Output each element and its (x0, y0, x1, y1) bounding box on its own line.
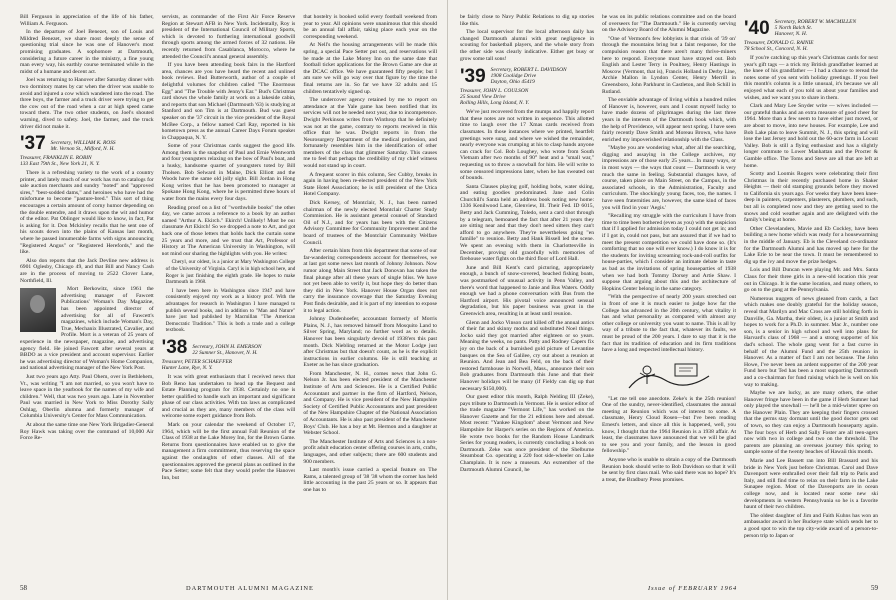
paragraph: At about the same time one New York Brigadier-General Roy Hawk was taking over the command of 10,000 Air Force Re- (20, 422, 154, 442)
quoted-paragraph: I have been here in Washington since 1947 and have consistently enjoyed my work as a history prof. With the advantages for research in Washington I have managed to publish several books, and in addition to "Man and Nature" have just had published by Macmillan "The American Democratic Tradition." This is both a trade and a college textbook. (165, 287, 296, 334)
class-secretary-city: Dayton, Ohio 45419 (490, 79, 535, 86)
class-heading (161, 336, 296, 358)
paragraph: It was with great enthusiasm that I received news that Bob Reno has undertaken to head up the Bequest and Estate Planning program for 1938. Certainly no one is better qualified to handle such an important and significant phase of our class activities. With tax laws as complicated and crucial as they are, many members of the class will welcome some expert guidance from Bob. (161, 373, 296, 420)
running-footer: DARTMOUTH ALUMNI MAGAZINE (186, 585, 314, 592)
paragraph: Glenn and Jocko Vinson card killed off the annual antics of their fat and skinny moths and substituted Noel things. Jocko said they got married after eighteen or so years. Meaning the weeks, no pants. Patty and Rodney Capers fix joy on the back of a burnished gold picture of Levantine basques on the Sea of Galilee, cry out about a reunion at Reunion. And Jean and Bea Feld, on the back of their restored farmhouse in Norwell, Mass., announce their son Bob graduates from Dartmouth this June and that their Hanover holidays will be many (if Fieldy can dig up that necessary $150,000). (460, 319, 594, 392)
paragraph: he was on its public relations committee and on the board of overseers for "The Dartmouth." He is currently serving on the Advisory Board of the Alumni Magazine. (602, 14, 736, 34)
paragraph: Last month's issue carried a special feature on The Rams, a talented group of '38 '38 whom the corner has held little accounting in the past 25 years or so. It appears that one has to (303, 467, 438, 493)
paragraph: A frequent scorer in this column, Sec Cubby, breaks in again in having been re-elected president of the New York State Hotel Association; he is still president of the Utica Hotel Company. (303, 171, 438, 198)
class-secretary-address: 5 North Balch St. (774, 25, 813, 31)
right-page (448, 0, 896, 600)
paragraph: Marie and Lee Bassett ran into Bill Brassard and his bride in New York just before Christmas. Carol and Dave Davenport were enthralled over their fall trip to Paris and Italy, and still find time to relax on their farm in the Lake Sunapee region. Most of the Davenports are in ocean college now, and is located near some new ski developments in western Pennsylvania so he is a favorite haunt of their two children. (744, 458, 878, 511)
paragraph: Our guest editor this month, Ralph Nelding III (Zeke), pays tribute to Dartmouth in Vermont. He is senior editor of the trade magazine "Vermont Life," has worked on the Hanover Gazette and for the 21 editions here and abroad. Most recent: "Yankee Kingdom" about Vermont and New Hampshire for Harper's series on the Regions of America. He wrote two books for the Random House Landmark Series for young readers, is currently concluding a book on Dartmouth. Zeke was once president of the Shelburne Steamboat Co. operating a 220 foot side-wheeler on Lake Champlain. It is now a museum. An exmember of the Dartmouth Alumni Council, he (460, 394, 594, 473)
paragraph: that hostelry is booked solid every football weekend from year to year. All opinions were unanimous that this should be an annual fall affair, taking place each year on the corresponding weekend. (303, 14, 438, 40)
paragraph: There is a refreshing variety to the work of a country printer, and lately much of our work has run to catalogs for sale auction merchants and sundry "noted" and "approved sires," "best-sodded dams," and heroines who have had the misfortune to become "pasture-bred." This sort of thing encourages a certain amount of corny humor depending on the double entendre, and it draws upon the wit and humor of the editor. Pat Oblinger would like to know, in fact, Pat is asking for it. Don Mckinley recalls that he sent one of his scouts down into the plains of Kansas last month, where he passed innumerable farms with signs announcing "Registered Angus" or "Registered Herefords," and the like. (20, 170, 154, 256)
paragraph: Some of your Christmas cards suggest the good life. Among them is the snapshot of Paul and Ernie Wentworth and four youngsters relaxing on the bow of Paul's boat, and a husky, handsome quartet of youngsters toted by Bill Tholsen. Bob Selward in Maine, Dick Elliott and the Woods have the same old jolly sight. Bill Jordan in Hong Kong writes that he has been promoted to manager at Spokane Hong Kong, where he is permitted three hours of water from the mains every four days. (161, 143, 296, 203)
paragraph: Mort Berkowitz, since 1961 the advertising manager of Fawcett Publications' Woman's Day Magazine, has been appointed director of advertising for all of Fawcett's magazines, which include Woman's Day, True, Mechanix Illustrated, Cavalier, and Profile. Mort is a veteran of 25 years of experience in the newspaper, magazine, and advertising agency field. He joined Fawcett after several years at BBDO as a vice president and account supervisor. Earlier he was advertising director of Woman's Home Companion, and national advertising manager of the New York Post. (20, 286, 154, 372)
class-secretary-city: Hanover, N. H. (774, 31, 808, 37)
paragraph: If you have been attending book fairs in the Hartford area, chances are you have heard the recent and unlined book reviews. Bud Butterworth, author of a couple of delightful volumes for children called "The Enormous Egg" and "The Trouble with Jenny's Ear." Bud's Christmas card shows the whole family at work on a lakeside cabin, and reports that son Michael (Dartmouth '63) is studying at Stanford and son Tim is at Dartmouth. Bud was guest speaker on the '37 circuit in the vice president of the Royal McBee Corp., a fellow named Carl Ray, reported in his hometown press as the annual Career Days Forum speaker in Chappaqua, N. Y. (161, 62, 296, 141)
class-secretary-address: 1908 Coolidge Drive (490, 73, 537, 80)
paragraph: Clark and Mary Lee Snyder write — wives included — our grateful thanks and an extra measure of good cheer for 1964. More than a few seem to have either just moved, or are about to move, into new houses. For example, Lee and Bob Lake plan to leave Summit, N. J., this spring and will lose the last Jersey and hold out the 60-acre farm in Locust Valley. Bob is still a flying enthusiast and has a slightly longer commute to Lower Manhattan and the Procter & Gamble office. The Toms and Steve are all that are left at home. (744, 103, 878, 169)
paragraph: Johnny Dudenhoefer, accountant formerly of Morris Plains, N. J., has removed himself from Mosquito Land to Silver Spring, Maryland; no further word as to details. Hanover has been singularly devoid of 1938'ers this past month. Dick Niebling returned at the Motor Lodge just after Christmas but that doesn't count, as he is the explicit instructions in earlier columns. He is still teaching at Exeter as he has since graduation. (303, 316, 438, 369)
paragraph: The undercover agency retained by me to report on attendance at the Yale game has been notified that its services will not be needed next year, due to incompetence. Dwight Perkinson writes from Winthrop that he definitely was not at the game, contrary to reports received in this office that he was. Dwight reports in from the Neurosurgery Department of the medical profession, and fortunately resembles him in the identification of other members of the class that glimmer Saturday. This causes me to feel that perhaps the credibility of my chief witness would not stand up in court. (303, 97, 438, 170)
class-heading (744, 19, 878, 37)
paragraph: "Let me tell one anecdote. Zeke's is the 25th reunion! One of the sundry, never-identified, classmates the annual meeting at Reunion which was of interest to some. A classmate, Henry Cloud Rosen—but I've been reading Ernest's letters, and since all this is happened, well, you know, I thought that the 1964 Reunion is a 1938 affair. At least, the classmates have announced that we will be glad to see you and your family, and the lesson in good fellowship." (602, 395, 736, 455)
paragraph: We've just recovered from the mumps and happily report that these notes are not written in sequence. This allotted time to laugh over the 17 Xmas cards received from classmates. In those instances where we printed, heartfelt greetings were sung, and where we wished the remainder, nearly everyone was crumping at his to clasp hands anyone can crack for Col. Bob Loughey, who wrote from South Vietnam after two months of 90° heat and a "small war," requesting us to throw a snowball for him. He will write to some censored impressions later, when he has sweated out of bounds. (460, 109, 594, 182)
paragraph: The local supervisor for the local afternoon daily has changed Dartmouth alumni with great negligence in scouting for basketball players, and the whole story from the other side was clearly indicative. Either get busy or grow some tall sons! (460, 29, 594, 62)
class-treasurer: Treasurer, PETER SCHAEFFER (161, 358, 233, 365)
paragraph: Maybe we are lucky, as are many others, the other Hanover fringe have been in the game if Herb Sumner had only played the snowball — he'll be a mid-winter spree on the Hanover Plain. They are keeping their fingers crossed that the germs stay dormant until the good doctor gets out of town, so they can enjoy a Dartmouth houseparty again. The four boys of Herb and Sally Foster are all teen-agers now with two in college and two on the threshold. The parents are planning an overseas journey this spring to sample some of the twenty beaches of Hawaii this month. (744, 390, 878, 456)
paragraph: "One of Vermont's few lobbyists is that crisis of '39 on' through the mountains bring but a faint response, for the compulsion reason that there aren't many thrive-miners here to respond. Everyone must have strayed out. Bob English and Lester Terry in Poultney, Henry Hastings in Moscow (Vermont, that is), Francis Holland in Derby Line, Archie Mallon in Lyndon Center, Henry Merrill in Greensboro, John Parkhurst in Castleton, and Bob Schill in Rutland. (602, 35, 736, 95)
paragraph: Joel was returning to Hanover after Saturday dinner with two dormitory mates by car when the driver was unable to avoid and injured a cow which wandered into the road. The three boys, the farmer and a truck driver were trying to get the cow out of the road when a car at high speed came toward them. The two other students, on Joel's shouted warning, dived to safety. Joel, the farmer, and the truck driver did not make it. (20, 77, 154, 130)
class-year: '37 (20, 133, 46, 155)
right-column-3 (744, 14, 878, 562)
paragraph: Mark on your calendar the weekend of October 17, 1964, which will be the first annual Fall Reunion of the Class of 1938 at the Lake Morey Inn, for the Brown Game. Returns from questionnaires have enabled us to give the management a firm commitment, thus reserving the space against the onslaughts of other classes. All of the questionnaires approved the general plans as outlined in the Pace Setter; some felt that they would prefer the Hanover Inn, but (161, 422, 296, 481)
paragraph: If you're catching up this year's Christmas cards for next year's gift tags — a trick my British grandfather learned at the knee of his grandfather — I had a chance to reread the notes some of you sent with holiday greetings. If you feel this month's column is a little unusual, it's because we all enjoyed what each of you told us about your families and wishes, and we want you to share in them. (744, 55, 878, 101)
class-treasurer-address: Hunter Lane, Rye, N. Y. (161, 364, 213, 371)
paragraph: Dick Kersey, of Montclair, N. J., has been named chairman of the newly elected Montclair Charter Study Commission. He is assistant general counsel of Standard Oil of N.J., and for years has been with the Citizens Advisory Committee for Community Improvement and the board of trustees of the Montclair Community Welfare Council. (303, 200, 438, 246)
left-column-1 (20, 14, 154, 562)
paragraph: The Manchester Institute of Arts and Sciences is a non-profit adult education center offering courses in arts, crafts, languages, and other subjects; there are 600 students and 900 members. (303, 438, 438, 465)
paragraph: At Nell's the housing arrangements will be made this spring, a special Pace Setter put out, and reservations will be made at the Lake Morey Inn on the same date that football ticket applications for the Brown Game are due at the DCAC office. We have guaranteed fifty people; but I am sure we will go way over that figure by the time the final returns are in. So far we have 32 adults and 15 children tentatively signed up. (303, 42, 438, 95)
left-column-2 (162, 14, 296, 562)
paragraph: Santa Clauses playing golf, holding bobs, water skiing, and eating goodies predominated. Jane and Colin Churchill's Santa held an address book noting new home: 1336 Kenilwood Lane, Glenview, Ill. Their Fed. ID 6015, Betty and Jack Cumming, Toledo, sent a card shot through by a telegram, bemoaned the fact that after 21 years they are sitting near and that they don't need sitters they can't afford to go anywhere. They're nevertheless going "en famille" to reunion. Betty and Hank Bissell led the scene. We spent an evening with them in Charlottesville in December, proving old gracefully with memories of firehouse water fights on the third floor of Lord Hall. (460, 183, 594, 263)
class-secretary: Secretary, WILLIAM K. ROSS (50, 140, 116, 147)
portrait-photo (20, 288, 56, 332)
left-column-3 (303, 14, 437, 562)
paragraph: servists, as commander of the First Air Force Reserve Region at Stewart AFB in New York. Incidentally, Roy is president of the International Council of Military Sports, which is devoted to furthering international goodwill through sports among the armed forces of 32 nations. He recently returned from Casablanca, Morocco, where he attended the Council's annual general assembly. (161, 14, 296, 60)
paragraph: From Manchester, N. H., comes news that John G. Nelson Jr. has been elected president of the Manchester Institute of Arts and Sciences. He is a Certified Public Accountant and partner in the firm of Hartford, Nelson, and Company. He is vice president of the New Hampshire Society of Certified Public Accountants and past president of the New Hampshire Chapter of the National Association of Accountants. He is also past president of the Manchester Boys' Club. He has a boy at Mt. Hermon and a daughter at Webster School. (303, 370, 438, 437)
cartoon-illustration (625, 358, 713, 392)
class-year: '38 (161, 336, 188, 358)
class-year: '40 (744, 18, 770, 39)
paragraph: After certain hints from this department that some of our far-wandering correspondents account for themselves, we at last got some news last month of Johnny Johnson. Now rumor along Main Street that Jack Donovan has taken the final plunge after all these years of single bliss. We have not yet been able to verify it, but hope they do better than they did in New York. Hanover House Organ does not carry the insurance coverage that the Saturday Evening Post finds desirable, and it is part of my intention to expose it to legal action. (303, 248, 438, 314)
paragraph: "Recalling my struggle with the curriculum I have from time to time been bothered (even as you) with the suspicion that if I applied for admission today I could not get in; and if I got in, could not pass, but am assured that if we had to meet the present competition we could have done so. (It's comforting that no one will ever know.) I do know it is for the students for inviting screaming rock-and-roll outfits for house-parties, which I consider an intimate debate in taste as bad as the invitations of spring houseparties of 1938 when we had both Tommy Dorsey and Artie Shaw. I suppose that arguing about this and the architecture of Hopkins Center belong in the same category. (602, 213, 736, 292)
paragraph: In the departure of Joel Benezet, son of Louis and Mildred Benezet, we share most deeply the sense of questioning trial since he was one of Hanover's most promising graduates. A sophomore at Dartmouth, considering a future career in the ministry, a fine young man every way, his earthly course terminated while in the midst of a humane and decent act. (20, 29, 154, 75)
paragraph: "Maybe you are wondering what, after all the searching, digging and assaying in the College archives, my impressions are of those early 25 years... In many ways, or in most ways — the ways that count — Dartmouth is very much the same in feeling. Substantial changes have, of course, taken place on Main Street, on the Campus, in the associated schools, in the Administration, Faculty and curriculum. The shockingly young faces, too, the names. I have seen fraternities are, however, the same kind of faces you will find in your 'Aegis.' (602, 145, 736, 211)
class-treasurer-address: 78 School St., Concord, N. H. (744, 46, 808, 52)
paragraph: Other Clevelanders, Mavie and Eb Cockley, have been building a new home which was ready for a housewarming in the middle of January. Eb is the Cleveland co-ordinator for the Dartmouth Alumni and has moved up here for the Lake Erie to be near the town. It must be remembered to dig up the ivy and move the prize hedges. (744, 225, 878, 265)
class-secretary: Secretary, ROBERT L. DAVIDSON (490, 67, 567, 74)
right-column-1 (460, 14, 594, 562)
page-number: 58 (20, 584, 27, 592)
paragraph: Bill Ferguson in appreciation of the life of his father, William A. Ferguson. (20, 14, 154, 27)
quoted-paragraph: Cheryl, our oldest, is a junior at Mary Washington College of the University of Virginia. Caryl is in high school here, and Roger is just finishing the eighth grade. He hopes to make Dartmouth in 1968. (165, 259, 296, 286)
paragraph: The enviable advantage of living within a hundred miles of Hanover is, however, ours and I count myself lucky to have made dozens of pilgrimages during the last three years in the interests of the Dartmouth book which, with the help of Providence, will appear next spring. I have seen fairly recently Dave Smith and Moreau Brown, who have enriched my impoverished relationship with the Class. (602, 97, 736, 143)
page-number: 59 (871, 584, 878, 592)
paragraph: Reading proof on a list of "worthwhile books" the other day, we came across a reference to a book by an author named "Arthur A. Ekirch." Ekirch! Unlikely! Must be our classmate Art Ekirch! So we dropped a note to Art, and got back one of those letters that holds back the curtain some 25 years and more, and we trust that Art, Professor of History at The American University in Washington, will not mind our sharing the highlights with you. He writes: (161, 204, 296, 257)
class-heading (460, 66, 594, 88)
class-secretary: Secretary, ROBERT W. MACMILLEN (774, 19, 857, 25)
paragraph: Scotty and Loomis Rogers were celebrating their first Christmas in their recently purchased home in Shaker Heights — their old stamping grounds before they moved to California six years ago. For weeks they have been knee-deep in painters, carpenters, plasterers, plumbers, and such, but all is completed now and they are getting used to the snows and cold weather again and are delighted with the family's being at home. (744, 171, 878, 224)
paragraph: June and Bill Kent's card picturing, appropriately enough, a bunch of snow-covered, beached fishing boats, was postmarked of unusual activity in Penn Valley, and there's word that happened to Janie and Bus Waters. Oddly enough we had a phone conversation with Bus from the Hartford airport. His pivotal voice announced sensual degradation, but his paper business was great in the Greenwich area, resulting in at least until reunion. (460, 264, 594, 317)
running-footer: Issue of FEBRUARY 1964 (648, 585, 738, 592)
paragraph: Lois and Bill Duncan were playing Mr. and Mrs. Santa Claus for their three girls in a new-old location this year out in Chicago. It is the same location, and many others, to go on to the gang at the Pennsylvania. (744, 267, 878, 294)
paragraph: Anyone who is unable to obtain a copy of the Dartmouth Reunion book should write to Bob Davidson so that it will be sent by first class mail. Who said there was no hope? It's a treat, the Bradbury Press promises. (602, 457, 736, 483)
paragraph: Also don reports that the Jack Devline new address is 6901 Oglesby, Chicago 49, and that Bill and Nancy Cash are in the process of moving to 2522 Clover Lane, Northfield, Ill. (20, 257, 154, 284)
class-secretary: Secretary, JOHN H. EMERSON (192, 343, 262, 350)
class-treasurer: Treasurer, DONALD G. RAINIE (744, 40, 814, 46)
paragraph: be fairly close to Navy Public Relations to dig up stories like this. (460, 14, 594, 27)
paragraph: Numerous nuggets of news gleaned from cards, a fact which makes one doubly grateful for the holiday season, reveal that Marilyn and Mac Cross are still holding forth in Danville, Ga. Martha, their oldest, is a junior at Smith and hopes to work for a Ph.D. in summer. Mac Jr., number one son, is a senior in high school and well into plans for Harvard's class of 1968 — and a strong supporter of his dad's school. The whole gang went for a fast curve in behalf of the Alumni Fund and the 25th reunion in Hanover. As a matter of fact I am not because. The John Howe, I've never been an ardent supporter of the 200 year Fund hero but Ted has been a most supporting Dartmouth and a co-chairman for fund raising which he is well on his way to making. (744, 295, 878, 388)
paragraph: "With the perspective of nearly 200 years stretched out in front of one it is much easier to judge how far the College has advanced in the 20th century, what vitality it has and what personality as compared with almost any other college or university you want to name. This is all by way of a tribute to the fact that, whatever its faults, we must be proud of the 200 years. I dare to say that it is the fact that its tradition of education and its firm traditions have a long and respected intellectual history. (602, 294, 736, 354)
class-treasurer-city: Rolling Hills, Long Island, N. Y. (460, 100, 530, 107)
paragraph: Just two years ago Atty. Paul Ohem, over in Bethlehem, Vt., was writing "I am not married, so you won't have to leave space in the yearbook for the names of my wife and children." Well, that was two years ago. Late in November Paul was married in New York to Miss Dorothy Sally Oshlag, Oberlin alumna and formerly manager of Columbia University's Center for Mass Communication. (20, 373, 154, 420)
class-treasurer-address: 25 Sound View Drive (460, 94, 506, 101)
paragraph: The oldest daughter of Jim and Faith Kuhns has won an ambassador award in her Buckeye state which sends her to a good spot to win the top city-wide award of a person-to-person trip to Japan or (744, 512, 878, 539)
class-secretary-address: Mt. Vernon St., Milford, N. H. (50, 146, 115, 153)
right-column-2 (602, 14, 736, 562)
class-heading (20, 133, 154, 155)
class-secretary-address: 22 Sumner St., Hanover, N. H. (192, 349, 258, 356)
class-treasurer: Treasurer, FRANKLIN E. ROBIN (20, 155, 92, 162)
class-treasurer: Treasurer, JOHN L. COULSON (460, 88, 529, 95)
class-year: '39 (460, 66, 486, 88)
class-treasurer-address: 133 East 79th St., New York 21, N. Y. (20, 161, 100, 168)
